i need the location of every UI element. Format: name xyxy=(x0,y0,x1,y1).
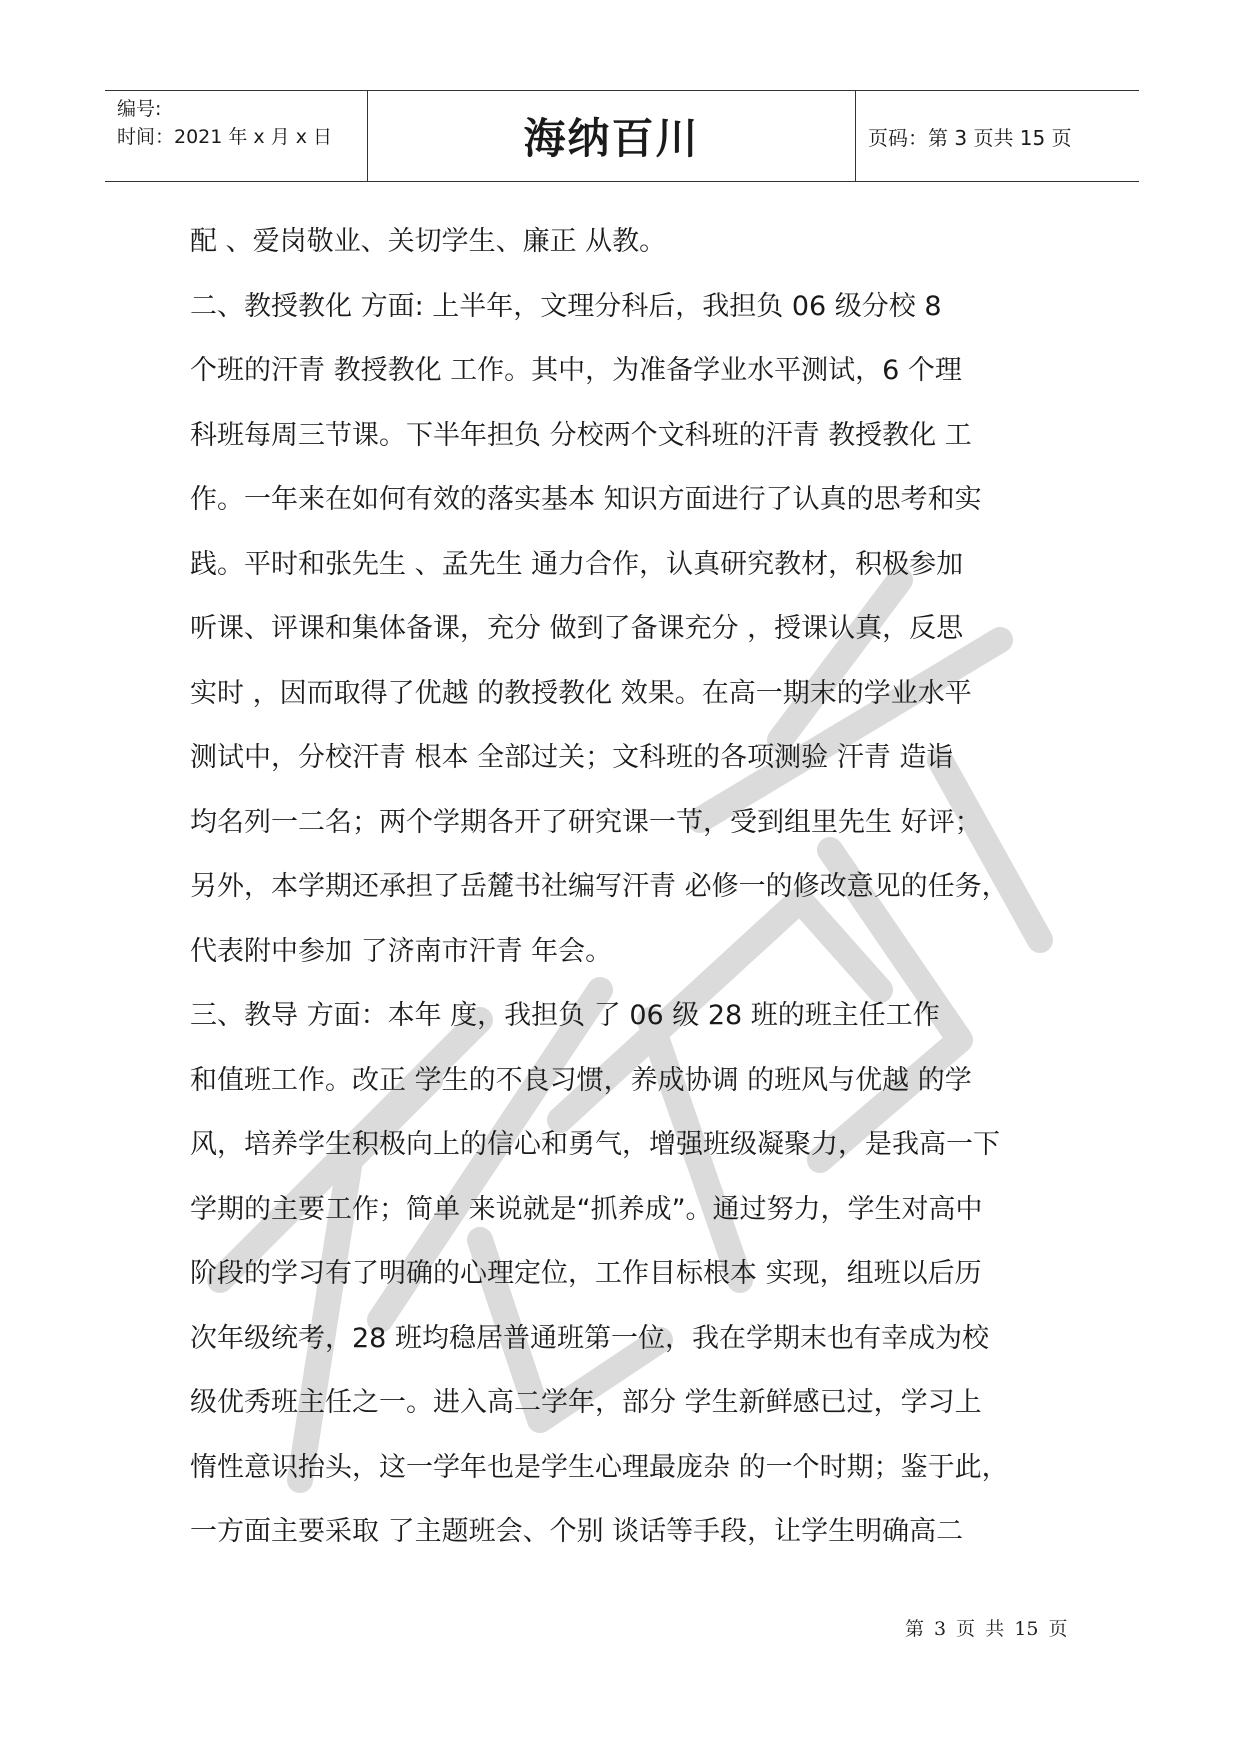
body-line: 代表附中参加 了济南市汗青 年会。 xyxy=(190,935,613,967)
body-line: 风，培养学生积极向上的信心和勇气，增强班级凝聚力，是我高一下 xyxy=(190,1129,1000,1160)
body-line: 一方面主要采取 了主题班会、个别 谈话等手段，让学生明确高二 xyxy=(190,1516,964,1547)
body-line: 惰性意识抬头，这一学年也是学生心理最庞杂 的一个时期；鉴于此， xyxy=(190,1451,1009,1483)
body-line: 作。一年来在如何有效的落实基本 知识方面进行了认真的思考和实 xyxy=(190,484,982,515)
header-page-label: 页码：第 3 页共 15 页 xyxy=(868,125,1072,150)
body-line: 三、教导 方面：本年 度，我担负 了 06 级 28 班的班主任工作 xyxy=(190,1000,940,1031)
body-line: 级优秀班主任之一。进入高二学年，部分 学生新鲜感已过，学习上 xyxy=(190,1387,982,1418)
header-title-cell xyxy=(368,91,856,181)
body-line: 学期的主要工作；简单 来说就是“抓养成”。通过努力，学生对高中 xyxy=(190,1193,983,1225)
body-line: 配 、爱岗敬业、关切学生、廉正 从教。 xyxy=(190,226,667,257)
header-meta-cell xyxy=(105,91,368,181)
body-line: 听课、评课和集体备课，充分 做到了备课充分 ，授课认真，反思 xyxy=(190,613,964,644)
body-line: 阶段的学习有了明确的心理定位，工作目标根本 实现，组班以后历 xyxy=(190,1258,982,1289)
body-line: 次年级统考，28 班均稳居普通班第一位，我在学期末也有幸成为校 xyxy=(190,1322,989,1354)
footer-page-number: 第 3 页 共 15 页 xyxy=(905,1618,1068,1640)
body-line: 二、教授教化 方面: 上半年，文理分科后，我担负 06 级分校 8 xyxy=(190,290,942,322)
body-line: 个班的汗青 教授教化 工作。其中，为准备学业水平测试，6 个理 xyxy=(190,355,962,386)
body-text xyxy=(190,210,1060,1565)
document-header xyxy=(105,90,1139,182)
document-number-label: 编号: xyxy=(117,98,162,120)
page-footer xyxy=(905,1614,1067,1641)
body-line: 实时 ，因而取得了优越 的教授教化 效果。在高一期末的学业水平 xyxy=(190,677,972,709)
document-title: 海纳百川 xyxy=(523,114,700,163)
body-line: 践。平时和张先生 、孟先生 通力合作，认真研究教材，积极参加 xyxy=(190,548,964,580)
body-line: 测试中，分校汗青 根本 全部过关；文科班的各项测验 汗青 造诣 xyxy=(190,742,954,773)
document-time-label: 时间：2021 年 x 月 x 日 xyxy=(117,126,333,148)
body-line: 科班每周三节课。下半年担负 分校两个文科班的汗青 教授教化 工 xyxy=(190,419,972,451)
body-line: 和值班工作。改正 学生的不良习惯，养成协调 的班风与优越 的学 xyxy=(190,1064,972,1096)
header-page-cell xyxy=(856,91,1139,181)
body-line: 均名列一二名；两个学期各开了研究课一节，受到组里先生 好评； xyxy=(190,806,982,838)
body-line: 另外，本学期还承担了岳麓书社编写汗青 必修一的修改意见的任务， xyxy=(190,871,1009,902)
